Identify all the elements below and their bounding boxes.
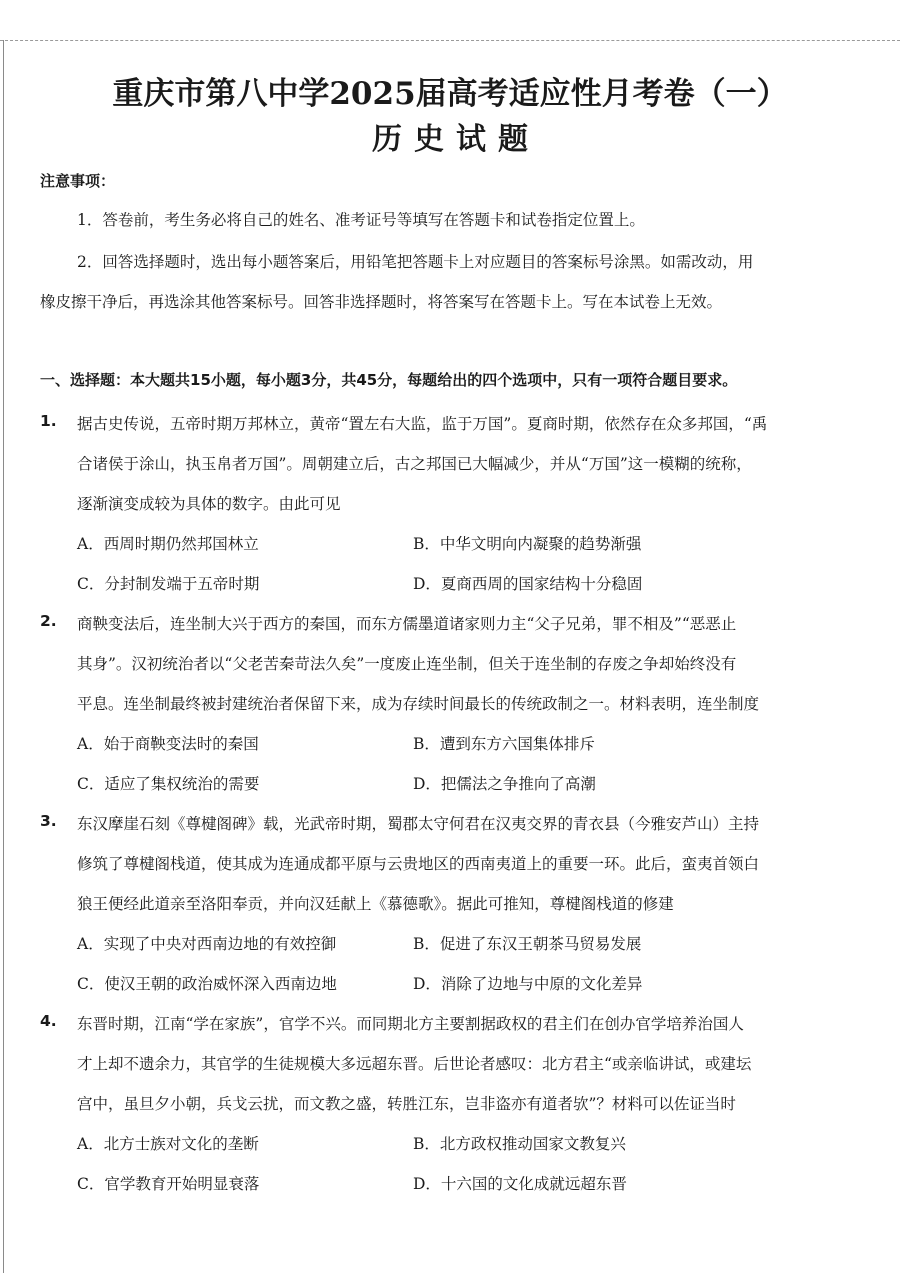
question-text-line: 据古史传说，五帝时期万邦林立，黄帝“置左右大监，监于万国”。夏商时期，依然存在众多邦国，“禹 xyxy=(77,415,768,433)
option-a: A．北方士族对文化的垄断 xyxy=(77,1135,259,1153)
section-heading: 一、选择题：本大题共15小题，每小题3分，共45分，每题给出的四个选项中，只有一项符合题目要求。 xyxy=(40,371,738,389)
option-b: B．北方政权推动国家文教复兴 xyxy=(413,1135,626,1153)
option-d: D．把儒法之争推向了高潮 xyxy=(413,775,596,793)
question-text-line: 狼王便经此道亲至洛阳奉贡，并向汉廷献上《慕德歌》。据此可推知，尊楗阁栈道的修建 xyxy=(77,895,674,913)
notice-item-1: 1．答卷前，考生务必将自己的姓名、准考证号等填写在答题卡和试卷指定位置上。 xyxy=(77,211,645,229)
option-b: B．遭到东方六国集体排斥 xyxy=(413,735,595,753)
question-text-line: 宫中，虽旦夕小朝，兵戈云扰，而文教之盛，转胜江东，岂非盗亦有道者欤”？材料可以佐证当时 xyxy=(77,1095,736,1113)
question-number: 2. xyxy=(40,612,57,630)
notice-item-2-line-1: 2．回答选择题时，选出每小题答案后，用铅笔把答题卡上对应题目的答案标号涂黑。如需改动，用 xyxy=(77,253,754,271)
option-b: B．中华文明向内凝聚的趋势渐强 xyxy=(413,535,642,553)
option-d: D．消除了边地与中原的文化差异 xyxy=(413,975,643,993)
question-number: 3. xyxy=(40,812,57,830)
question-text-line: 东汉摩崖石刻《尊楗阁碑》载，光武帝时期，蜀郡太守何君在汉夷交界的青衣县（今雅安芦山）主持 xyxy=(77,815,760,833)
question-number: 4. xyxy=(40,1012,57,1030)
question-text-line: 商鞅变法后，连坐制大兴于西方的秦国，而东方儒墨道诸家则力主“父子兄弟，罪不相及”“恶恶止 xyxy=(77,615,737,633)
question-text-line: 逐渐演变成较为具体的数字。由此可见 xyxy=(77,495,341,513)
option-d: D．十六国的文化成就远超东晋 xyxy=(413,1175,627,1193)
question-text-line: 合诸侯于涂山，执玉帛者万国”。周朝建立后，古之邦国已大幅减少，并从“万国”这一模糊的统称， xyxy=(77,455,752,473)
option-c: C．官学教育开始明显衰落 xyxy=(77,1175,260,1193)
question-text-line: 才上却不遗余力，其官学的生徒规模大多远超东晋。后世论者感叹：北方君主“或亲临讲试，或建坛 xyxy=(77,1055,752,1073)
question-number: 1. xyxy=(40,412,57,430)
exam-subject-title: 历史试题 xyxy=(372,122,540,157)
question-text-line: 其身”。汉初统治者以“父老苦秦苛法久矣”一度废止连坐制，但关于连坐制的存废之争却始终没有 xyxy=(77,655,737,673)
exam-title: 重庆市第八中学2025届高考适应性月考卷（一） xyxy=(112,76,788,112)
notice-item-2-line-2: 橡皮擦干净后，再选涂其他答案标号。回答非选择题时，将答案写在答题卡上。写在本试卷上无效。 xyxy=(40,293,723,311)
question-text-line: 平息。连坐制最终被封建统治者保留下来，成为存续时间最长的传统政制之一。材料表明，连坐制度 xyxy=(77,695,760,713)
option-a: A．实现了中央对西南边地的有效控御 xyxy=(77,935,337,953)
question-text-line: 东晋时期，江南“学在家族”，官学不兴。而同期北方主要割据政权的君主们在创办官学培养治国人 xyxy=(77,1015,744,1033)
question-text-line: 修筑了尊楗阁栈道，使其成为连通成都平原与云贵地区的西南夷道上的重要一环。此后，蛮夷首领白 xyxy=(77,855,760,873)
option-b: B．促进了东汉王朝茶马贸易发展 xyxy=(413,935,642,953)
option-a: A．西周时期仍然邦国林立 xyxy=(77,535,259,553)
notice-heading: 注意事项： xyxy=(40,172,116,190)
option-d: D．夏商西周的国家结构十分稳固 xyxy=(413,575,643,593)
option-c: C．使汉王朝的政治威怀深入西南边地 xyxy=(77,975,337,993)
option-c: C．分封制发端于五帝时期 xyxy=(77,575,260,593)
option-c: C．适应了集权统治的需要 xyxy=(77,775,260,793)
option-a: A．始于商鞅变法时的秦国 xyxy=(77,735,259,753)
